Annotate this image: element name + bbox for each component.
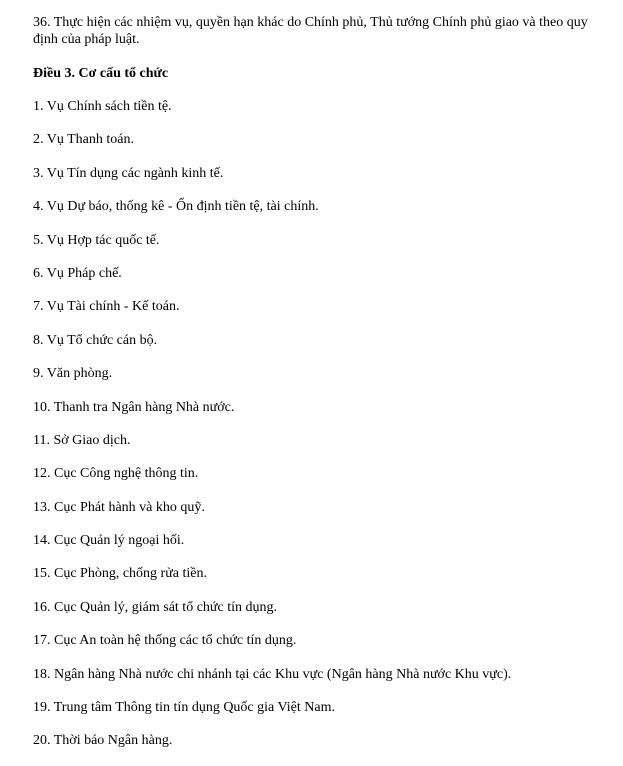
- list-item: 3. Vụ Tín dụng các ngành kinh tế.: [33, 165, 224, 181]
- document-page: [33, 14, 593, 749]
- list-item: 15. Cục Phòng, chống rửa tiền.: [33, 566, 208, 582]
- list-item: 16. Cục Quản lý, giám sát tổ chức tín dụng.: [33, 599, 277, 615]
- list-item: 5. Vụ Hợp tác quốc tế.: [33, 232, 160, 248]
- list-item: 17. Cục An toàn hệ thống các tổ chức tín dụng.: [33, 633, 297, 649]
- list-item: 6. Vụ Pháp chế.: [33, 265, 122, 281]
- list-item: 9. Văn phòng.: [33, 366, 113, 382]
- article-heading: Điều 3. Cơ cấu tổ chức: [33, 66, 169, 81]
- list-item: 1. Vụ Chính sách tiền tệ.: [33, 99, 172, 114]
- list-item: 2. Vụ Thanh toán.: [33, 132, 134, 148]
- list-item: 19. Trung tâm Thông tin tín dụng Quốc gia Việt Nam.: [33, 700, 335, 716]
- list-item: 4. Vụ Dự báo, thống kê - Ổn định tiền tệ, tài chính.: [33, 199, 319, 215]
- list-item: 12. Cục Công nghệ thông tin.: [33, 466, 199, 482]
- list-item: 7. Vụ Tài chính - Kế toán.: [33, 299, 180, 315]
- list-item: 14. Cục Quản lý ngoại hối.: [33, 533, 185, 549]
- intro-paragraph: 36. Thực hiện các nhiệm vụ, quyền hạn khác do Chính phủ, Thủ tướng Chính phủ giao và theo quy định của pháp luật.: [33, 15, 588, 47]
- list-item: 13. Cục Phát hành và kho quỹ.: [33, 499, 205, 515]
- list-item: 8. Vụ Tổ chức cán bộ.: [33, 332, 158, 348]
- list-item: 10. Thanh tra Ngân hàng Nhà nước.: [33, 399, 235, 415]
- list-item: 11. Sở Giao dịch.: [33, 432, 131, 448]
- organization-list: [33, 98, 593, 766]
- list-item: 18. Ngân hàng Nhà nước chi nhánh tại các Khu vực (Ngân hàng Nhà nước Khu vực).: [33, 666, 512, 682]
- list-item: 20. Thời báo Ngân hàng.: [33, 733, 173, 749]
